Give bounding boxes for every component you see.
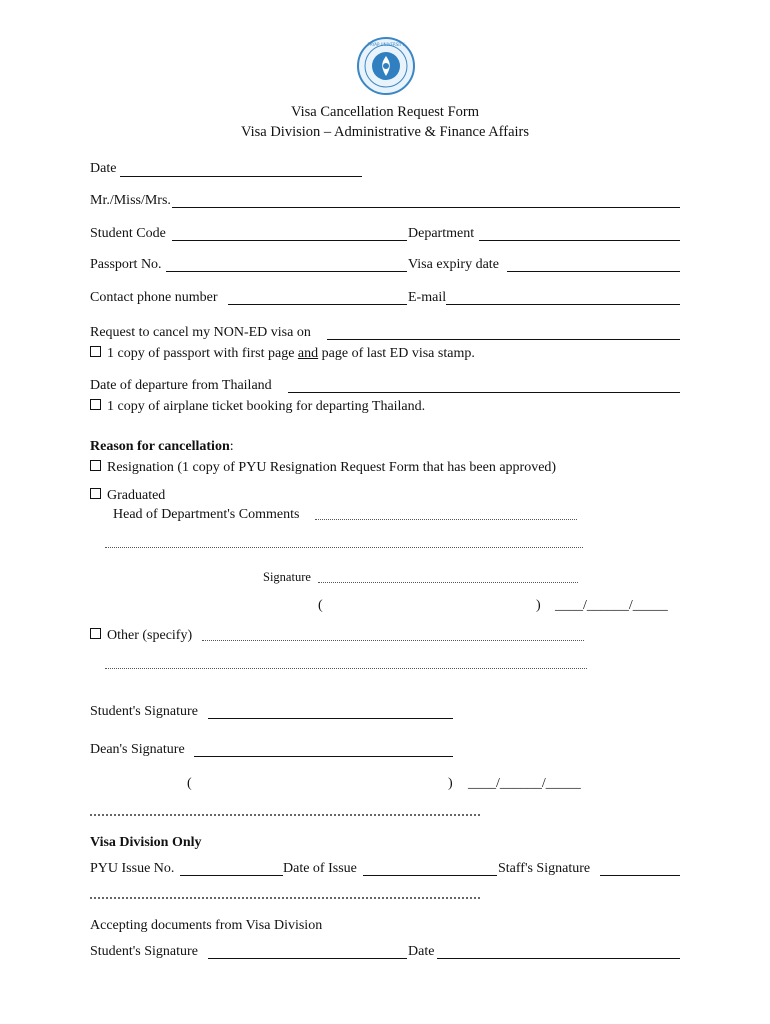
- reason-heading: Reason for cancellation:: [90, 439, 234, 454]
- form-subtitle: Visa Division – Administrative & Finance Affairs: [240, 124, 530, 140]
- student-code-field[interactable]: [172, 240, 407, 241]
- accepting-student-signature-field[interactable]: [208, 958, 407, 959]
- pyu-issue-field[interactable]: [180, 875, 283, 876]
- ticket-copy-item: 1 copy of airplane ticket booking for departing Thailand.: [90, 399, 425, 415]
- departure-field[interactable]: [288, 392, 680, 393]
- separator-1: [90, 814, 480, 816]
- dean-paren-close: ): [448, 776, 453, 791]
- visa-expiry-field[interactable]: [507, 271, 680, 272]
- graduated-item: Graduated: [90, 488, 165, 504]
- hod-signature-label: Signature: [263, 570, 311, 584]
- separator-2: [90, 897, 480, 899]
- accepting-heading: Accepting documents from Visa Division: [90, 918, 323, 933]
- visa-division-heading: Visa Division Only: [90, 835, 202, 850]
- student-signature-field[interactable]: [208, 718, 453, 719]
- passport-no-field[interactable]: [166, 271, 407, 272]
- form-title: Visa Cancellation Request Form: [291, 104, 479, 120]
- university-logo: [356, 36, 416, 96]
- passport-copy-checkbox[interactable]: [90, 346, 101, 357]
- accepting-date-field[interactable]: [437, 958, 680, 959]
- resignation-item: Resignation (1 copy of PYU Resignation Request Form that has been approved): [90, 460, 556, 476]
- other-item: Other (specify): [90, 628, 192, 644]
- hod-paren-open: (: [318, 598, 323, 613]
- department-field[interactable]: [479, 240, 680, 241]
- visa-expiry-label: Visa expiry date: [408, 257, 499, 272]
- departure-label: Date of departure from Thailand: [90, 378, 272, 393]
- hod-date-field[interactable]: ____/______/_____: [555, 598, 668, 613]
- email-label: E-mail: [408, 290, 447, 305]
- accepting-student-signature-label: Student's Signature: [90, 944, 198, 959]
- hod-signature-field[interactable]: [318, 582, 578, 583]
- email-field[interactable]: [446, 304, 680, 305]
- staff-signature-field[interactable]: [600, 875, 680, 876]
- date-of-issue-field[interactable]: [363, 875, 497, 876]
- resignation-checkbox[interactable]: [90, 460, 101, 471]
- student-signature-label: Student's Signature: [90, 704, 198, 719]
- dean-paren-open: (: [187, 776, 192, 791]
- hod-comments-label: Head of Department's Comments: [113, 507, 300, 522]
- ticket-copy-checkbox[interactable]: [90, 399, 101, 410]
- department-label: Department: [408, 226, 475, 241]
- other-checkbox[interactable]: [90, 628, 101, 639]
- other-field[interactable]: [202, 640, 584, 641]
- dean-signature-label: Dean's Signature: [90, 742, 185, 757]
- other-field-2[interactable]: [105, 668, 587, 669]
- date-label: Date: [90, 161, 117, 176]
- name-field[interactable]: [172, 207, 680, 208]
- staff-signature-label: Staff's Signature: [498, 861, 591, 876]
- hod-comments-field-2[interactable]: [105, 547, 583, 548]
- cancel-request-label: Request to cancel my NON-ED visa on: [90, 325, 311, 340]
- svg-text:PAYAP UNIVERSITY: PAYAP UNIVERSITY: [367, 42, 405, 47]
- passport-copy-item: 1 copy of passport with first page and page of last ED visa stamp.: [90, 346, 475, 362]
- contact-phone-field[interactable]: [228, 304, 407, 305]
- dean-signature-field[interactable]: [194, 756, 453, 757]
- dean-date-field[interactable]: ____/______/_____: [468, 776, 581, 791]
- contact-phone-label: Contact phone number: [90, 290, 218, 305]
- graduated-checkbox[interactable]: [90, 488, 101, 499]
- student-code-label: Student Code: [90, 226, 166, 241]
- date-field[interactable]: [120, 176, 362, 177]
- pyu-issue-label: PYU Issue No.: [90, 861, 175, 876]
- date-of-issue-label: Date of Issue: [283, 861, 357, 876]
- cancel-date-field[interactable]: [327, 339, 680, 340]
- name-label: Mr./Miss/Mrs.: [90, 193, 171, 208]
- passport-no-label: Passport No.: [90, 257, 162, 272]
- hod-comments-field[interactable]: [315, 519, 577, 520]
- hod-paren-close: ): [536, 598, 541, 613]
- accepting-date-label: Date: [408, 944, 435, 959]
